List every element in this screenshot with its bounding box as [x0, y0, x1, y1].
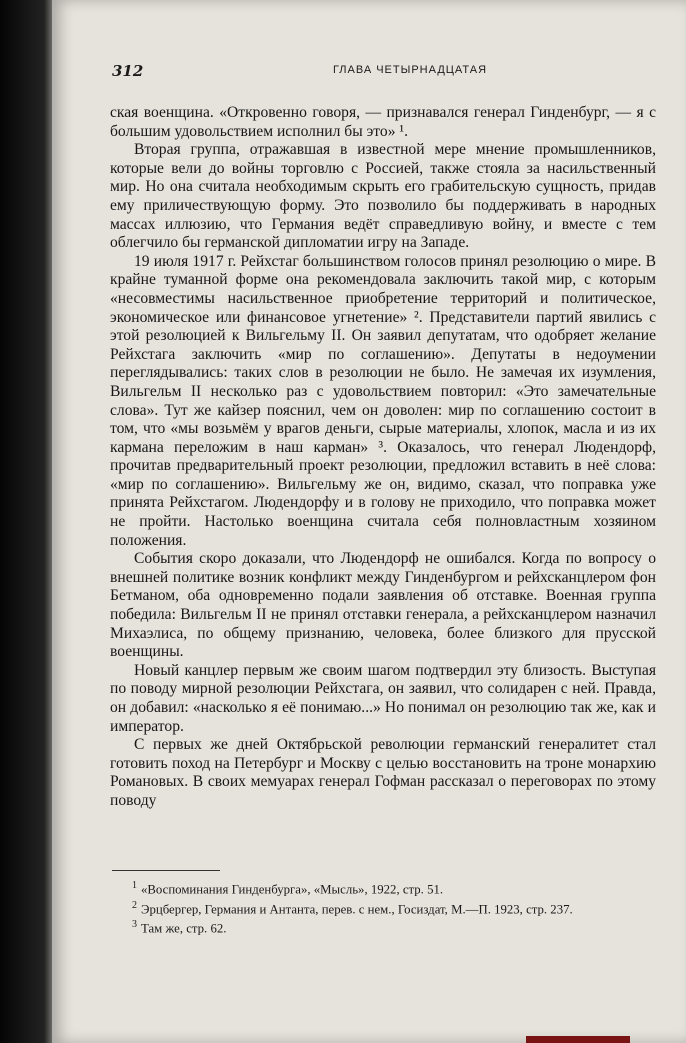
footnote-text: «Воспоминания Гинденбурга», «Мысль», 1922, стр. 51. — [141, 882, 444, 897]
footnote-number: 3 — [132, 919, 137, 931]
footnote-number: 2 — [132, 899, 137, 911]
footnotes — [112, 878, 658, 937]
book-gutter — [0, 0, 52, 1043]
main-text — [110, 104, 656, 811]
paragraph: С первых же дней Октябрьской революции германский генералитет стал готовить поход на Петербург и Москву с целью восстановить на троне монархию Романовых. В своих мемуарах генерал Гофман рассказал о переговорах по этому поводу — [110, 736, 656, 809]
page-number: 312 — [112, 62, 144, 80]
paragraph: Новый канцлер первым же своим шагом подтвердил эту близость. Выступая по поводу мирной резолюции Рейхстага, он заявил, что солидарен с ней. Правда, он добавил: «насколько я её понимаю...» Но понимал он резолюцию так же, как и император. — [110, 661, 656, 735]
running-header — [112, 62, 668, 86]
footnote-text: Там же, стр. 62. — [141, 921, 227, 936]
paragraph: События скоро доказали, что Людендорф не ошибался. Когда по вопросу о внешней политике возник конфликт между Гинденбургом и рейхсканцлером фон Бетманом, оба одновременно подали заявления об отставке. Военная группа победила: Вильгельм II не принял отставки генерала, а рейхсканцлером назначил Михаэлиса, по общему признанию, человека, более близкого для прусской военщины. — [110, 550, 656, 661]
chapter-title: ГЛАВА ЧЕТЫРНАДЦАТАЯ — [332, 64, 488, 76]
bookmark-ribbon — [526, 1036, 630, 1043]
paragraph: 19 июля 1917 г. Рейхстаг большинством голосов принял резолюцию о мире. В крайне туманной форме она рекомендовала заключить такой мир, с которым «несовместимы насильственное приобретение территорий и политическое, экономическое или финансовое угнетение» ². Представители партий явились с этой резолюцией к Вильгельму II. Он заявил депутатам, что одобряет желание Рейхстага заключить «мир по соглашению». Депутаты в недоумении переглядывались: таких слов в резолюции не было. Не замечая их изумления, Вильгельм II несколько раз с удовольствием повторил: «Это замечательные слова». Тут же кайзер пояснил, чем он доволен: мир по соглашению состоит в том, что «мы возьмём у врагов деньги, сырые материалы, хлопок, масла и из их кармана переложим в наш карман» ³. Оказалось, что генерал Людендорф, прочитав предварительный проект резолюции, предложил вставить в неё слова: «мир по соглашению». Вильгельму же он, видимо, сказал, что поправка уже принята Рейхстагом. Людендорфу и в голову не приходило, что поправка может не пройти. Настолько военщина считала себя полновластным хозяином положения. — [110, 252, 656, 549]
footnote-text: Эрцбергер, Германия и Антанта, перев. с нем., Госиздат, М.—П. 1923, стр. 237. — [141, 901, 573, 916]
footnote — [112, 898, 658, 918]
footnote — [112, 878, 658, 898]
paragraph: Вторая группа, отражавшая в известной мере мнение промышленников, которые вели до войны торговлю с Россией, также стояла за насильственный мир. Но она считала необходимым скрыть его грабительскую сущность, придав ему приличествующую форму. Это позволило бы поддерживать в народных массах иллюзию, что Германия ведёт справедливую войну, и вместе с тем облегчило бы германской дипломатии игру на Западе. — [110, 141, 656, 252]
footnote — [112, 917, 658, 937]
paragraph: ская военщина. «Откровенно говоря, — признавался генерал Гинденбург, — я с большим удовольствием исполнил бы это» ¹. — [110, 104, 656, 140]
footnote-number: 1 — [132, 880, 137, 891]
footnote-rule — [112, 870, 220, 871]
